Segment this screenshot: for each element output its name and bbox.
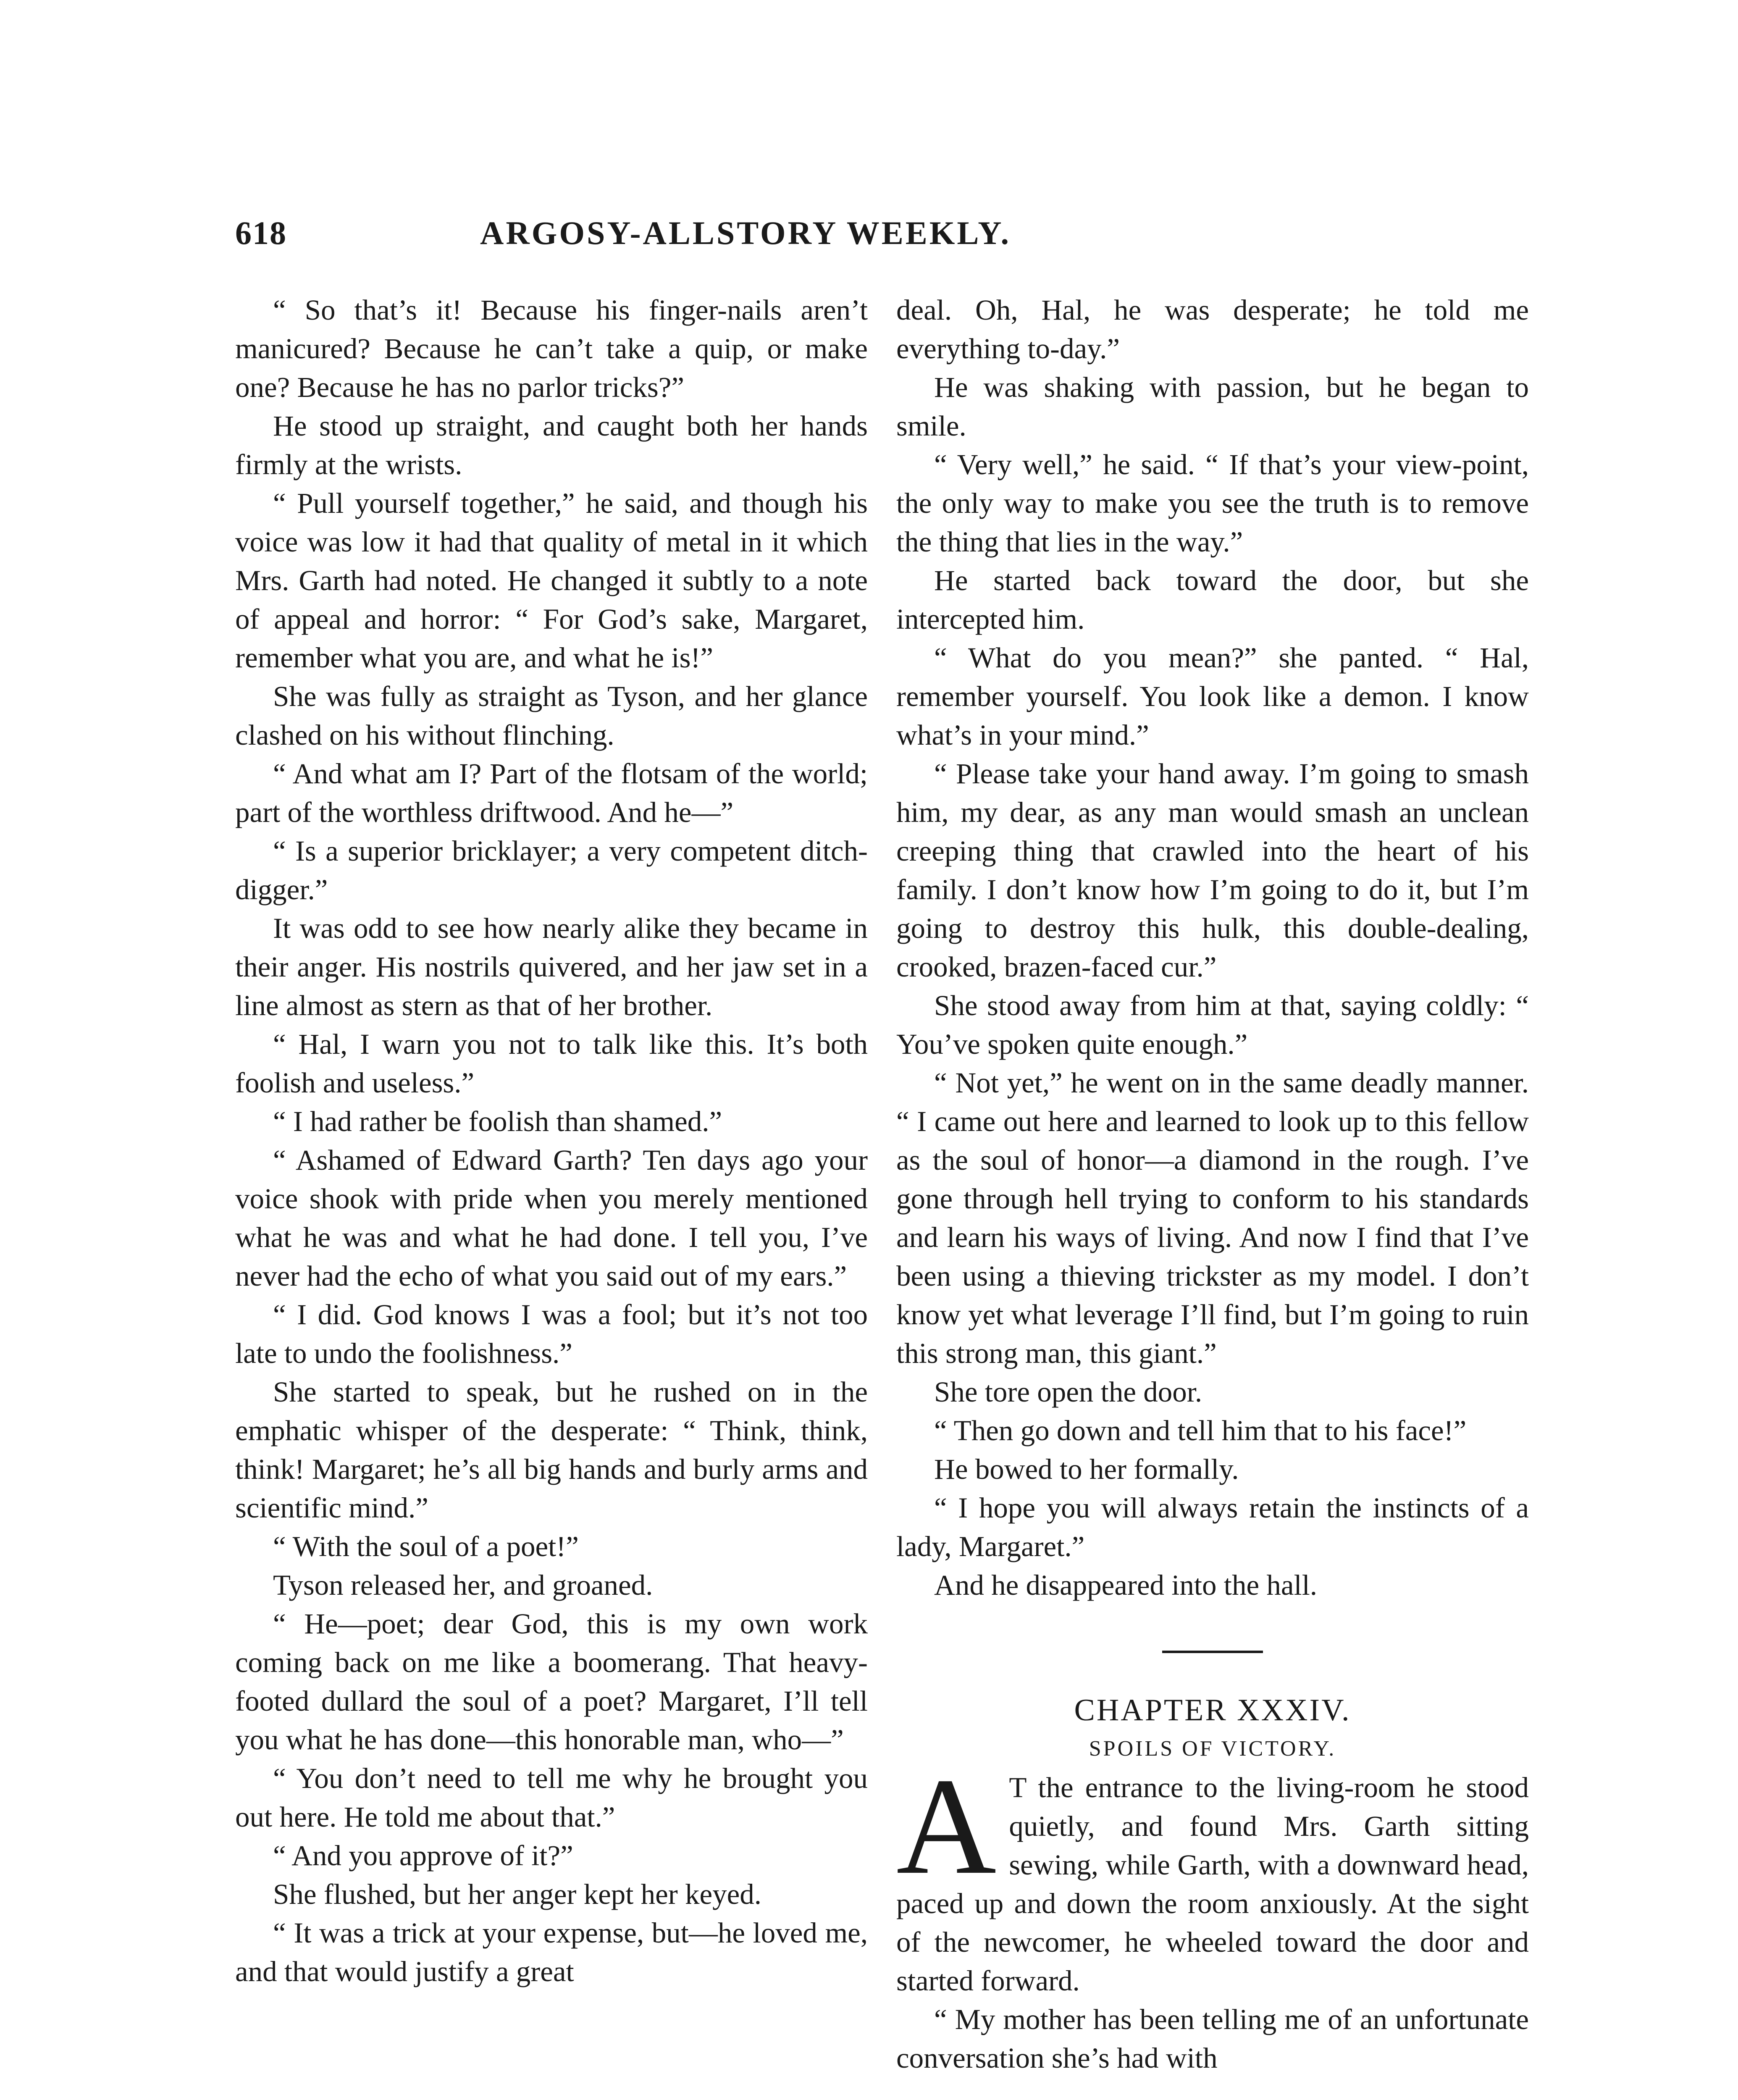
- paragraph: “ So that’s it! Because his finger-nails aren’t manicured? Because he can’t take a quip, or make one? Because he has no parlor tricks?”: [235, 294, 868, 403]
- paragraph: He started back toward the door, but she intercepted him.: [896, 564, 1529, 635]
- paragraph: “ He—poet; dear God, this is my own work coming back on me like a boomerang. That heavy-footed dullard the soul of a poet? Margaret, I’ll tell you what he has done—this honorable man, who—”: [235, 1608, 868, 1756]
- paragraph: She stood away from him at that, saying coldly: “ You’ve spoken quite enough.”: [896, 990, 1529, 1060]
- paragraph: “ It was a trick at your expense, but—he loved me, and that would justify a great: [235, 1917, 868, 1987]
- paragraph: “ Is a superior bricklayer; a very competent ditch-digger.”: [235, 835, 868, 906]
- paragraph: “ And you approve of it?”: [273, 1840, 573, 1872]
- chapter-title: CHAPTER XXXIV.: [1074, 1693, 1351, 1727]
- paragraph: “ Please take your hand away. I’m going to smash him, my dear, as any man would smash an unclean creeping thing that crawled into the heart of his family. I don’t know how I’m going to do it, but I’m going to destroy this hulk, this double-dealing, crooked, brazen-faced cur.”: [896, 758, 1529, 983]
- paragraph: It was odd to see how nearly alike they became in their anger. His nostrils quivered, and her jaw set in a line almost as stern as that of her brother.: [235, 912, 868, 1021]
- paragraph: “ I did. God knows I was a fool; but it’s not too late to undo the foolishness.”: [235, 1299, 868, 1369]
- right-column: [896, 291, 1529, 2077]
- paragraph: “ And what am I? Part of the flotsam of the world; part of the worthless driftwood. And he—”: [235, 758, 868, 828]
- paragraph: He stood up straight, and caught both her hands firmly at the wrists.: [235, 410, 868, 480]
- running-head: ARGOSY-ALLSTORY WEEKLY.: [480, 215, 1011, 251]
- paragraph: “ What do you mean?” she panted. “ Hal, remember yourself. You look like a demon. I know what’s in your mind.”: [896, 642, 1529, 751]
- chapter-subtitle: SPOILS OF VICTORY.: [1089, 1737, 1336, 1761]
- paragraph: “ I had rather be foolish than shamed.”: [273, 1105, 722, 1137]
- page-number: 618: [235, 215, 287, 251]
- paragraph: Tyson released her, and groaned.: [273, 1569, 653, 1601]
- paragraph: And he disappeared into the hall.: [934, 1569, 1318, 1601]
- paragraph: “ With the soul of a poet!”: [273, 1530, 579, 1562]
- paragraph: “ Ashamed of Edward Garth? Ten days ago your voice shook with pride when you merely mentioned what he was and what he had done. I tell you, I’ve never had the echo of what you said out of my ears.”: [235, 1144, 868, 1292]
- chapter-opening-paragraph: [896, 1750, 1529, 2000]
- paragraph: “ Hal, I warn you not to talk like this. It’s both foolish and useless.”: [235, 1028, 868, 1099]
- paragraph: She tore open the door.: [934, 1376, 1202, 1408]
- paragraph: “ Not yet,” he went on in the same deadly manner. “ I came out here and learned to look up to this fellow as the soul of honor—a diamond in the rough. I’ve gone through hell trying to conform to his standards and learn his ways of living. And now I find that I’ve been using a thieving trickster as my model. I don’t know yet what leverage I’ll find, but I’m going to ruin this strong man, this giant.”: [896, 1067, 1529, 1369]
- paragraph: “ You don’t need to tell me why he brought you out here. He told me about that.”: [235, 1762, 868, 1833]
- paragraph: “ My mother has been telling me of an unfortunate conversation she’s had with: [896, 2003, 1529, 2074]
- paragraph: She was fully as straight as Tyson, and her glance clashed on his without flinching.: [235, 680, 868, 751]
- drop-cap: A: [896, 1750, 997, 1903]
- paragraph: “ I hope you will always retain the instincts of a lady, Margaret.”: [896, 1492, 1529, 1562]
- paragraph: “ Then go down and tell him that to his face!”: [934, 1415, 1467, 1446]
- paragraph: She started to speak, but he rushed on in the emphatic whisper of the desperate: “ Think, think, think! Margaret; he’s all big hands and burly arms and scientific mind.”: [235, 1376, 868, 1524]
- continued-paragraph: deal. Oh, Hal, he was desperate; he told me everything to-day.”: [896, 294, 1529, 365]
- paragraph: She flushed, but her anger kept her keyed.: [273, 1878, 762, 1910]
- section-rule: [1162, 1651, 1263, 1653]
- paragraph: He was shaking with passion, but he began to smile.: [896, 371, 1529, 442]
- paragraph: “ Pull yourself together,” he said, and though his voice was low it had that quality of metal in it which Mrs. Garth had noted. He changed it subtly to a note of appeal and horror: “ For God’s sake, Margaret, remember what you are, and what he is!”: [235, 487, 868, 674]
- left-column: [235, 291, 868, 1991]
- paragraph: He bowed to her formally.: [934, 1453, 1239, 1485]
- page-header: [235, 214, 1147, 260]
- paragraph: “ Very well,” he said. “ If that’s your view-point, the only way to make you see the truth is to remove the thing that lies in the way.”: [896, 449, 1529, 558]
- chapter-opening-text: T the entrance to the living-room he stood quietly, and found Mrs. Garth sitting sewing, while Garth, with a downward head, paced up and down the room anxiously. At the sight of the newcomer, he wheeled toward the door and started forward.: [896, 1772, 1529, 1997]
